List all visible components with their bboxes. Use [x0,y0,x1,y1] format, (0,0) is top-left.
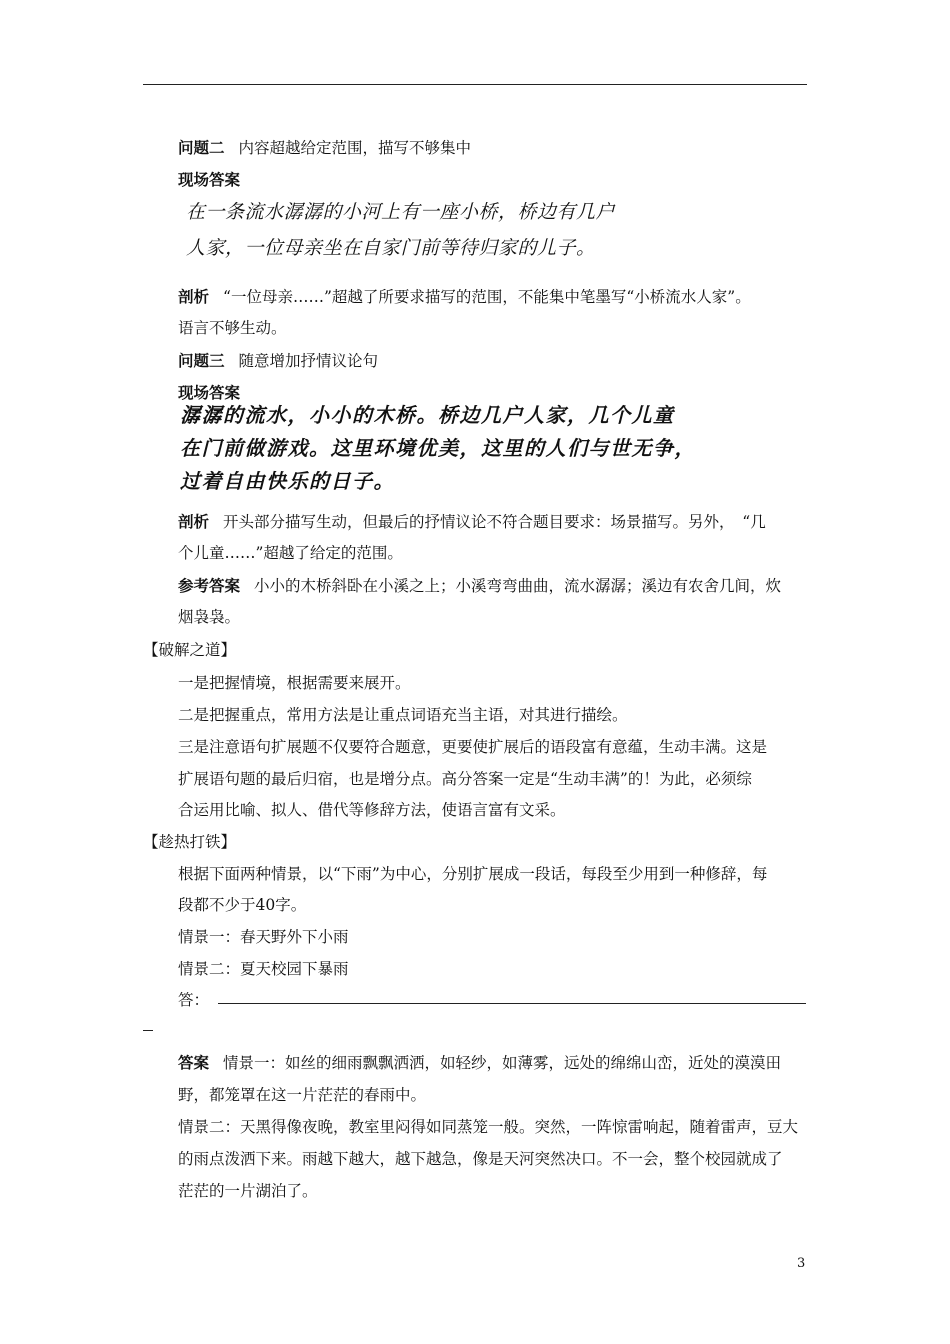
handwriting-2-line-1: 潺潺的流水，小小的木桥。桥边几户人家，几个儿童 [180,403,675,427]
practice-heading: 【趁热打铁】 [143,833,237,851]
answer-blank-continuation [143,1030,153,1031]
practice-question-line-2: 段都不少于40字。 [178,896,307,914]
analysis-2-line-2: 个儿童……”超越了给定的范围。 [178,544,403,562]
solution-p1: 一是把握情境，根据需要来展开。 [178,674,411,692]
analysis-2-line-1 [178,512,766,532]
answer-text-1: 情景一：如丝的细雨飘飘洒洒，如轻纱，如薄雾，远处的绵绵山峦，近处的漠漠田 [223,1054,782,1072]
analysis-1-line-1 [178,287,751,307]
reference-answer-label: 参考答案 [178,576,241,595]
issue3-line [178,351,378,371]
analysis-1-line-2: 语言不够生动。 [178,319,287,337]
issue2-line [178,138,471,158]
answer-line-4: 的雨点泼洒下来。雨越下越大，越下越急，像是天河突然决口。不一会，整个校园就成了 [178,1150,783,1168]
issue2-text: 内容超越给定范围，描写不够集中 [238,139,472,157]
analysis-1-label: 剖析 [178,287,210,306]
solution-p3-line-3: 合运用比喻、拟人、借代等修辞方法，使语言富有文采。 [178,801,566,819]
answer-label: 答案 [178,1053,210,1072]
issue3-title: 问题三 [178,351,225,370]
analysis-2-label: 剖析 [178,512,210,531]
handwriting-1-line-2: 人家，一位母亲坐在自家门前等待归家的儿子。 [186,237,596,259]
issue2-title: 问题二 [178,138,225,157]
reference-answer-line-2: 烟袅袅。 [178,608,241,626]
live-answer-label-2: 现场答案 [178,383,241,402]
analysis-1-text: “一位母亲……”超越了所要求描写的范围，不能集中笔墨写“小桥流水人家”。 [223,288,751,306]
practice-scene-1: 情景一：春天野外下小雨 [178,928,349,946]
answer-line-5: 茫茫的一片湖泊了。 [178,1182,318,1200]
solution-heading: 【破解之道】 [143,641,237,659]
page-number: 3 [797,1256,806,1271]
reference-answer-text: 小小的木桥斜卧在小溪之上；小溪弯弯曲曲，流水潺潺；溪边有农舍几间，炊 [254,577,782,595]
solution-p3-line-1: 三是注意语句扩展题不仅要符合题意，更要使扩展后的语段富有意蕴，生动丰满。这是 [178,738,768,756]
handwriting-2-line-2: 在门前做游戏。这里环境优美，这里的人们与世无争， [180,436,696,460]
answer-blank-line[interactable] [218,1003,806,1004]
solution-p3-line-2: 扩展语句题的最后归宿，也是增分点。高分答案一定是“生动丰满”的！为此，必须综 [178,770,752,788]
live-answer-label-1: 现场答案 [178,170,241,189]
practice-scene-2: 情景二：夏天校园下暴雨 [178,960,349,978]
analysis-2-text: 开头部分描写生动，但最后的抒情议论不符合题目要求：场景描写。另外， “几 [223,513,766,531]
handwriting-1-line-1: 在一条流水潺潺的小河上有一座小桥，桥边有几户 [186,201,616,223]
solution-p2: 二是把握重点，常用方法是让重点词语充当主语，对其进行描绘。 [178,706,628,724]
answer-line-2: 野，都笼罩在这一片茫茫的春雨中。 [178,1086,427,1104]
answer-line-3: 情景二：天黑得像夜晚，教室里闷得如同蒸笼一般。突然，一阵惊雷响起，随着雷声，豆大 [178,1118,799,1136]
reference-answer-line-1 [178,576,781,596]
handwriting-2-line-3: 过着自由快乐的日子。 [180,469,395,493]
issue3-text: 随意增加抒情议论句 [238,352,379,370]
practice-question-line-1: 根据下面两种情景，以“下雨”为中心，分别扩展成一段话，每段至少用到一种修辞，每 [178,865,768,883]
answer-line-1 [178,1053,781,1073]
header-rule [143,84,807,85]
answer-prompt: 答： [178,991,210,1009]
